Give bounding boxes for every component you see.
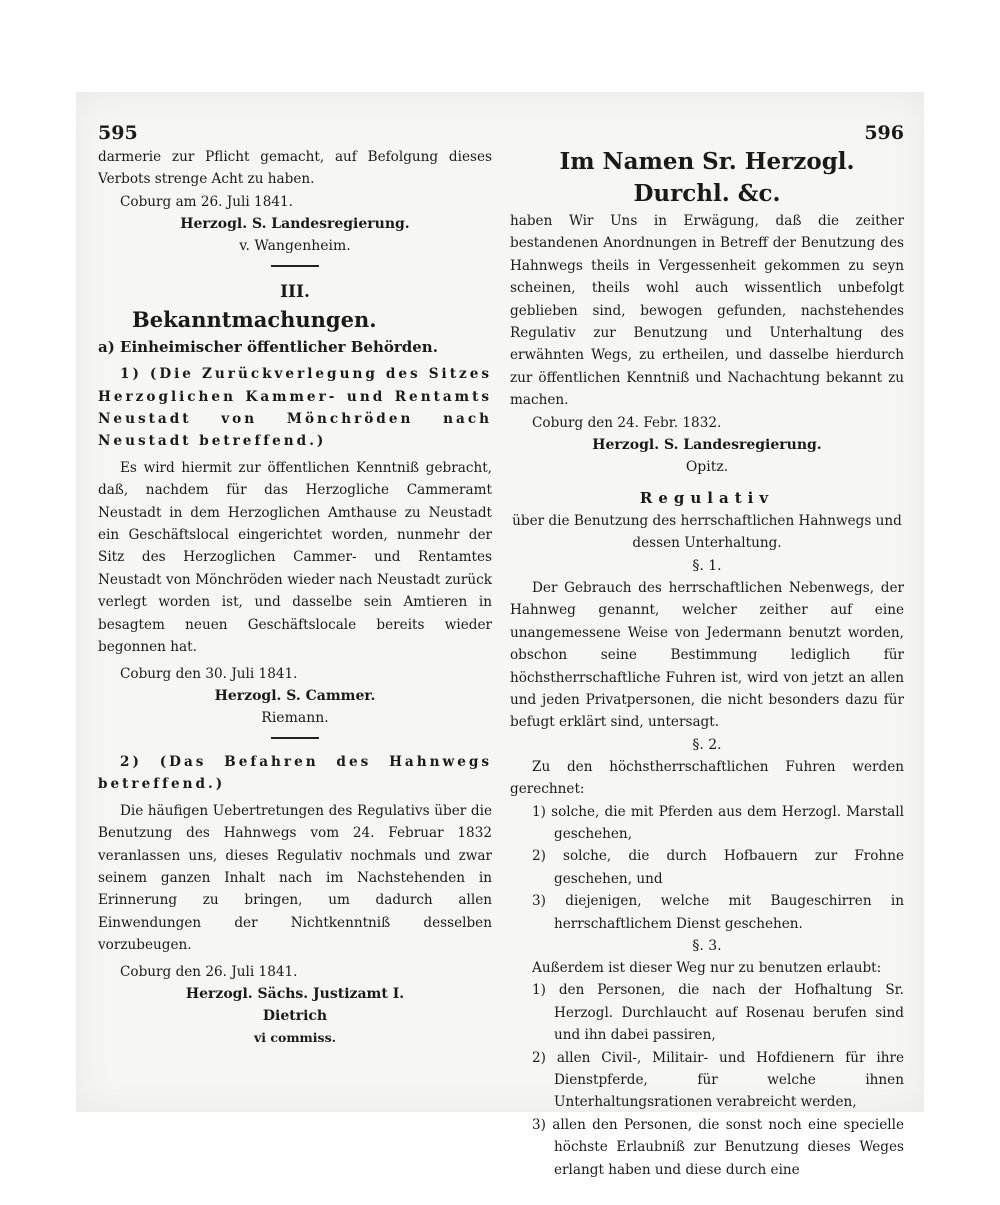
section-3-item: 1) den Personen, die nach der Hofhaltung Sr. Herzogl. Durchlaucht auf Rosenau berufen sind und ihn dabei passiren, <box>532 982 904 1044</box>
notice-1-authority: Herzogl. S. Cammer. <box>214 687 376 704</box>
notice-1-title: 1) (Die Zurückverlegung des Sitzes Herzoglichen Kammer- und Rentamts Neustadt von Mönchröden nach Neustadt betreffend.) <box>98 366 492 450</box>
regulation-subtitle: über die Benutzung des herrschaftlichen Hahnwegs und dessen Unterhaltung. <box>512 513 902 552</box>
section-3-item: 3) allen den Personen, die sonst noch eine specielle höchste Erlaubniß zur Benutzung dieses Weges erlangt haben und diese durch eine <box>532 1116 904 1178</box>
notice-2-body: Die häufigen Uebertretungen des Regulativs über die Benutzung des Hahnwegs vom 24. Februar 1832 veranlassen uns, dieses Regulativ nochmals und zwar seinem ganzen Inhalt nach im Nachstehenden in Erinnerung zu bringen, um dadurch allen Einwendungen der Nichtkenntniß desselben vorzubeugen. <box>98 802 492 954</box>
notice-2-authority: Herzogl. Sächs. Justizamt I. <box>185 985 405 1002</box>
notice-1-date: Coburg den 30. Juli 1841. <box>120 665 298 682</box>
right-page <box>500 92 924 1178</box>
date-line: Coburg am 26. Juli 1841. <box>120 193 293 210</box>
subsection-title: a) Einheimischer öffentlicher Behörden. <box>98 338 438 357</box>
section-numeral: III. <box>280 282 310 303</box>
notice-2-signature-note: vi commiss. <box>254 1029 336 1045</box>
section-1-text: Der Gebrauch des herrschaftlichen Nebenwegs, der Hahnweg genannt, welcher zeither auf eine unangemessene Weise von Jedermann benutzt worden, obschon seine Bestimmung lediglich für höchstherrschaftliche Fuhren ist, wird von jetzt an allen und jeden Privatpersonen, die nicht besonders dazu für befugt erklärt sind, untersagt. <box>510 579 904 731</box>
section-2-text: Zu den höchstherrschaftlichen Fuhren werden gerechnet: <box>510 758 904 798</box>
page-number-right: 596 <box>864 122 904 144</box>
notice-1-signature: Riemann. <box>261 709 329 726</box>
section-2-item: 1) solche, die mit Pferden aus dem Herzogl. Marstall geschehen, <box>532 803 904 842</box>
signature-name: v. Wangenheim. <box>239 238 351 255</box>
decree-preamble: haben Wir Uns in Erwägung, daß die zeither bestandenen Anordnungen in Betreff der Benutzung des Hahnwegs theils in Vergessenheit gekommen zu seyn scheinen, theils wohl auch wissentlich unbefolgt geblieben sind, bewogen gefunden, nachstehendes Regulativ zur Benutzung und Unterhaltung des erwähnten Wegs, zu ertheilen, und dasselbe hierdurch zur öffentlichen Kenntniß und Nachachtung bekannt zu machen. <box>510 213 904 409</box>
notice-2-signature: Dietrich <box>262 1007 328 1024</box>
section-2-item: 3) diejenigen, welche mit Baugeschirren in herrschaftlichem Dienst geschehen. <box>532 893 904 932</box>
left-page <box>76 92 500 1112</box>
section-3-item: 2) allen Civil-, Militair- und Hofdienern für ihre Dienstpferde, für welche ihnen Unterhaltungsrationen verabreicht werden, <box>532 1049 904 1111</box>
section-2-item: 2) solche, die durch Hofbauern zur Frohne geschehen, und <box>532 848 904 887</box>
decree-signature: Opitz. <box>685 459 729 476</box>
decree-heading: Im Namen Sr. Herzogl. Durchl. &c. <box>559 148 855 207</box>
decree-date: Coburg den 24. Febr. 1832. <box>532 414 722 431</box>
section-2-heading: §. 2. <box>692 736 722 753</box>
notice-divider <box>271 737 319 739</box>
regulation-title: Regulativ <box>639 489 775 508</box>
notice-2-title: 2) (Das Befahren des Hahnwegs betreffend.) <box>98 753 492 793</box>
decree-authority: Herzogl. S. Landesregierung. <box>592 437 822 454</box>
section-3-heading: §. 3. <box>692 937 722 954</box>
page-number-left: 595 <box>98 122 138 144</box>
section-divider <box>271 265 319 267</box>
document-sheet <box>76 92 924 1178</box>
intro-text: darmerie zur Pflicht gemacht, auf Befolgung dieses Verbots strenge Acht zu haben. <box>98 149 492 188</box>
section-3-text: Außerdem ist dieser Weg nur zu benutzen erlaubt: <box>532 959 882 976</box>
section-title: Bekanntmachungen. <box>132 307 377 333</box>
authority-line: Herzogl. S. Landesregierung. <box>180 216 410 233</box>
section-1-heading: §. 1. <box>692 557 722 574</box>
notice-1-body: Es wird hiermit zur öffentlichen Kenntniß gebracht, daß, nachdem für das Herzogliche Cammeramt Neustadt in dem Herzoglichen Amthause zu Neustadt ein Geschäftslocal eingerichtet worden, nunmehr der Sitz des Herzoglichen Cammer- und Rentamtes Neustadt von Mönchröden wieder nach Neustadt zurück verlegt worden ist, und dasselbe sein Amtieren in besagtem neuen Geschäftslocale bereits wieder begonnen hat. <box>98 459 492 656</box>
notice-2-date: Coburg den 26. Juli 1841. <box>120 963 298 980</box>
